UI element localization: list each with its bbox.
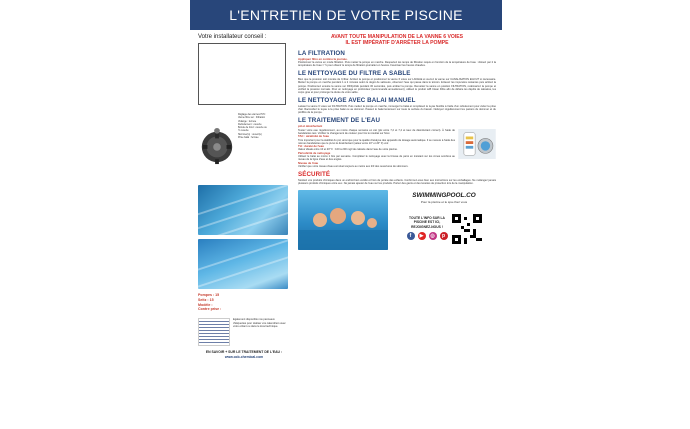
six-way-valve-icon: [198, 127, 236, 165]
traitement-text: Testez votre eau régulièrement, au moins chaque semaine en été (pH entre 7,2 et 7,4 et taux de désinfectant correct). À l'aide de bandelettes test. Vérifiez le changement de couleur pour lire le résultat sur l'étui.: [298, 128, 455, 135]
traitement-sub: TAC : alcalinité de l'eau: [298, 134, 330, 139]
valve-caption-line: Bonde de fond : ouverte ou: [238, 126, 267, 130]
traitement-row: [298, 125, 496, 168]
section-title-filtration: LA FILTRATION: [298, 49, 345, 57]
section-title-traitement: LE TRAITEMENT DE L'EAU: [298, 117, 381, 125]
pool-brush-photo: [198, 239, 288, 289]
document-page: [190, 0, 502, 429]
traitement-text: Vérifiez que votre niveau d'eau est situé toujours au moins aux 2/3 des ouvertures de skimmers.: [298, 165, 409, 168]
warning-banner: [298, 34, 496, 47]
qr-code-icon[interactable]: [452, 214, 482, 244]
traitement-sub: TH : dureté de l'eau: [298, 144, 324, 149]
section-title-balai: LE NETTOYAGE AVEC BALAI MANUEL: [298, 96, 416, 104]
leaflet-text: Egalement disponible nos panneaux d'étiquettes pour réaliser vos calendriers avec votre enfant ou dans le local technique.: [233, 318, 286, 328]
leaflet-promo: [198, 318, 288, 346]
footer-info: EN SAVOIR + SUR LE TRAITEMENT DE L'EAU :: [205, 350, 283, 355]
brand-tagline: Pour la piscine et le spa chez vous: [420, 200, 468, 205]
left-column: [198, 34, 290, 424]
follow-line: PISCINE EST ICI,: [413, 220, 441, 225]
valve-caption-line: Réglage des vannes PVC: [238, 113, 266, 116]
valve-caption: [238, 111, 267, 181]
traitement-sub: pH et désinfectant: [298, 124, 323, 129]
brand-logo: SWIMMINGPOOL.CO: [412, 192, 476, 200]
nettoyage-sable-text: Bien que la pression soit montée de 0,3bar. Arrêtez la pompe et positionnez la vanne 6 voies sur LAVAGE et ouvrez la vanne sur CANALISATION EGOUT si nécessaire. Mettez la pompe en marche pendant 1 à 2 minutes selon le degré de salissure, observez l'eau qui passe dans le témoin. Enlevez les impuretés restantes puis arrêtez la pompe. Positionnez ensuite la vanne sur RINÇAGE pendant 30 secondes, puis arrêtez la pompe. Remettez la vanne en position FILTRATION, redémarrez la pompe et vérifiez la pression normale. Pour un nettoyage en profondeur (recommandé annuellement), utilisez le produit ocB Clean Filtre afin de défaire les dépôts de calcaires, les corps gras et pour prolonger la durée de votre sable.: [298, 78, 496, 95]
balai-text: Laissez la vanne 6 voies sur FILTRATION. Puis mettez la pompe en marche, immergez le balai et remplissez le tuyau flexible à l'aide d'un refoulement pour éviter la prise d'air. Raccordez le tuyau à la prise balai ou au skimmer. Passez le balai lentement sur toute la surface du bassin. Nettoyez régulièrement les paniers du skimmer et du préfiltre de la pompe.: [298, 104, 496, 115]
youtube-icon[interactable]: ▶: [418, 232, 426, 240]
follow-line: REJOIGNEZ-NOUS !: [411, 224, 443, 229]
spec-modele: Modèle :: [198, 302, 213, 307]
valve-caption-line: Skimmer(s) : ouvert(s): [238, 132, 262, 136]
filtration-text: Positionnez la vanne en mode filtration. Puis mettez la pompe en marche. Respectez les temps de filtration requis en fonction de la température de l'eau : divisez par 2 la température de l'eau = ½ pour obtenir le temps de filtration journalier en heures. Favorisez les heures chaudes.: [298, 61, 496, 68]
traitement-text: Très important pour la stabilité du pH, ainsi que pour la qualité d'analyse des appareils de dosage automatique. Il se mesure à l'aide des mêmes bandelettes que le pH et le désinfectant (valeur entre 10° et 20° F) voir.: [298, 138, 455, 145]
left-footer: [198, 350, 290, 360]
spec-contre-prise: Contre prise :: [198, 307, 222, 312]
footer-website-link[interactable]: www.ocb-chemical.com: [224, 354, 264, 359]
social-links: [407, 232, 448, 240]
warning-line: IL EST IMPÉRATIF D'ARRÊTER LA POMPE: [345, 40, 449, 47]
filtration-sub: Appliquer filtre en continu la journée.: [298, 56, 348, 61]
traitement-sub: Niveau de l'eau: [298, 160, 319, 165]
valve-caption-line: Vanne filtre sur : Filtration: [238, 116, 266, 120]
valve-caption-line: Prise balai : fermée: [238, 136, 259, 140]
bottom-band: [298, 190, 496, 250]
traitement-text: Valeur idéale entre 10 et 20° F : 100 à 200 mg/l de calcaire dans l'eau de votre piscine.: [298, 148, 398, 152]
spec-seitz: Seitz : 15: [198, 297, 214, 302]
spec-pompes: Pompes : 15: [198, 293, 220, 297]
water-test-kit-icon: [458, 129, 496, 159]
valve-block: [198, 111, 290, 181]
warning-line: AVANT TOUTE MANIPULATION DE LA VANNE 6 VOIES: [330, 34, 464, 40]
pinterest-icon[interactable]: p: [440, 232, 448, 240]
brand-block: [392, 190, 496, 250]
traitement-content: [298, 125, 455, 168]
securite-text: Stockez vos produits chimiques dans un endroit bien ventilé et hors de portée des enfants. Conformez-vous bien aux instructions sur les emballages. Ne mélangez jamais plusieurs produits chimiques entre eux. Ne jamais ajouter de l'eau sur les produits. Portez des gants et des lunettes de protection lors de la manipulation.: [298, 178, 496, 185]
right-column: [298, 34, 496, 424]
follow-area: [392, 204, 496, 244]
section-title-securite: SÉCURITÉ: [298, 170, 331, 178]
installer-box: [198, 43, 286, 105]
valve-caption-line: Vidange : fermée: [238, 119, 257, 123]
instagram-icon[interactable]: ◎: [430, 232, 435, 239]
traitement-text: Utilisez le balai au moins 1 fois par semaine. Complétez le nettoyage avec la brosse de paroi en insistant sur les zones sombres au niveau de la ligne d'eau et des angles.: [298, 155, 455, 162]
traitement-sub: Périodicité de nettoyage: [298, 150, 331, 155]
page-title: L'ENTRETIEN DE VOTRE PISCINE: [190, 0, 502, 30]
facebook-icon[interactable]: f: [407, 232, 415, 240]
equipment-specs: [198, 293, 290, 312]
valve-caption-line: ½ ouverte: [238, 129, 249, 133]
family-pool-photo: [298, 190, 388, 250]
section-title-nettoyage-sable: LE NETTOYAGE DU FILTRE A SABLE: [298, 70, 411, 78]
pool-vacuum-photo: [198, 185, 288, 235]
follow-line: TOUTE L'INFO SUR LA: [409, 216, 445, 221]
installer-label: Votre installateur conseil :: [198, 34, 267, 40]
follow-text: [407, 216, 448, 229]
leaflet-image: [198, 318, 230, 346]
valve-caption-line: Refoulement : ouverte: [238, 122, 262, 126]
family-illustration-icon: [298, 190, 388, 250]
